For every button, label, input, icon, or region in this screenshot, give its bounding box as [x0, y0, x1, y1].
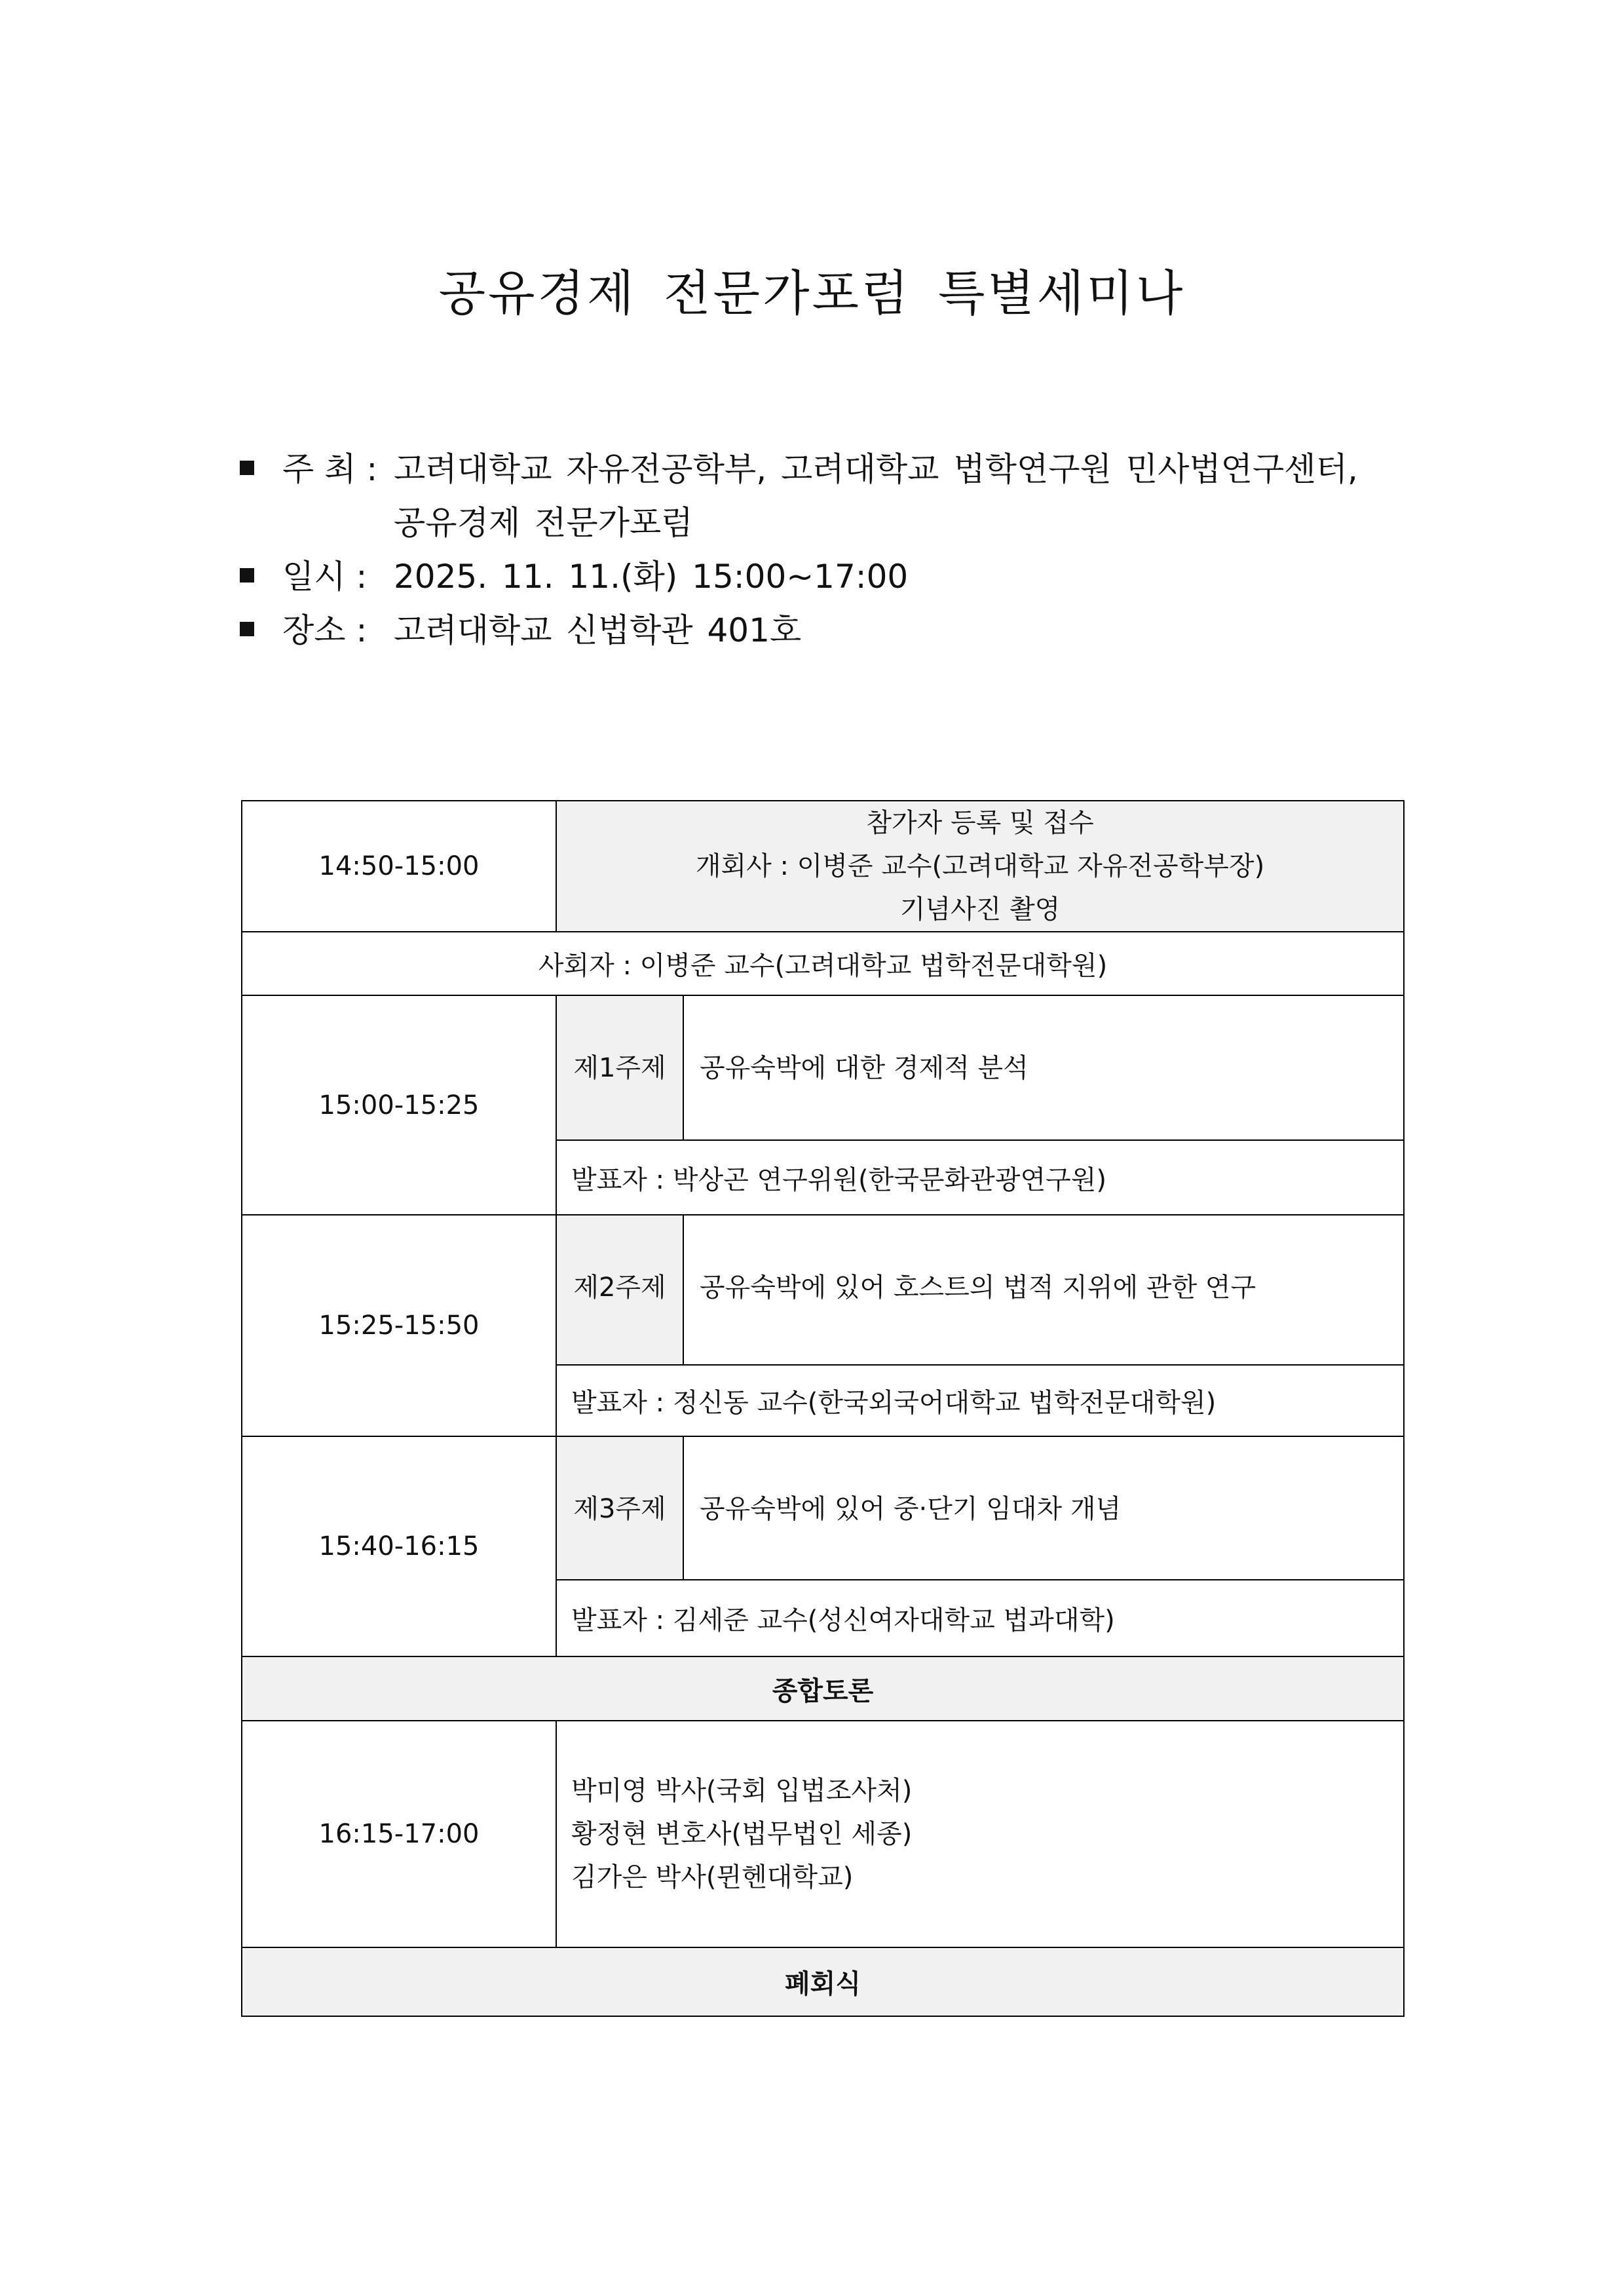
topic-label-text: 제1주제: [573, 1053, 666, 1083]
square-bullet-icon: [240, 461, 254, 475]
square-bullet-icon: [240, 622, 254, 636]
topic-label-text: 제2주제: [573, 1272, 666, 1303]
topic-title: [683, 1215, 1404, 1365]
moderator: 사회자 : 이병준 교수(고려대학교 법학전문대학원): [242, 932, 1404, 995]
topic-title: [683, 995, 1404, 1140]
table-row-discussion-header: [242, 1656, 1404, 1721]
panelist: 황정현 변호사(법무법인 세종): [571, 1819, 913, 1849]
date-label: 일시 :: [282, 558, 368, 596]
topic-title-text: 공유숙박에 있어 중·단기 임대차 개념: [700, 1494, 1122, 1524]
topic-label-text: 제3주제: [573, 1494, 666, 1524]
topic-title-text: 공유숙박에 대한 경제적 분석: [700, 1053, 1029, 1083]
presenter: 발표자 : 김세준 교수(성신여자대학교 법과대학): [556, 1580, 1404, 1656]
host-label: 주 최 :: [282, 450, 378, 488]
host-value-line1: 고려대학교 자유전공학부, 고려대학교 법학연구원 민사법연구센터,: [394, 450, 1358, 488]
topic-label: [556, 1436, 683, 1580]
place-label: 장소 :: [282, 611, 368, 649]
table-row-moderator: [242, 932, 1404, 995]
session-time: 15:25-15:50: [242, 1215, 556, 1436]
event-info: [240, 442, 1419, 657]
panelist: 박미영 박사(국회 입법조사처): [571, 1776, 913, 1806]
table-row-session-1: [242, 995, 1404, 1140]
info-date-row: [240, 550, 1419, 603]
info-host-row: [240, 442, 1419, 496]
topic-label: [556, 995, 683, 1140]
table-row-session-2: [242, 1215, 1404, 1365]
page-title: 공유경제 전문가포럼 특별세미나: [438, 265, 1186, 322]
presenter: 발표자 : 박상곤 연구위원(한국문화관광연구원): [556, 1140, 1404, 1215]
date-value: 2025. 11. 11.(화) 15:00~17:00: [394, 558, 909, 596]
square-bullet-icon: [240, 568, 254, 583]
host-value-line2: 공유경제 전문가포럼: [394, 504, 693, 542]
schedule-table: [241, 800, 1405, 2017]
session-time: 15:40-16:15: [242, 1436, 556, 1656]
opening-line: 참가자 등록 및 접수: [866, 808, 1094, 838]
info-host-row-cont: [240, 496, 1419, 550]
discussion-time: 16:15-17:00: [242, 1721, 556, 1947]
info-place-row: [240, 603, 1419, 657]
presenter: 발표자 : 정신동 교수(한국외국어대학교 법학전문대학원): [556, 1365, 1404, 1436]
opening-time: 14:50-15:00: [242, 801, 556, 932]
topic-label: [556, 1215, 683, 1365]
opening-line: 개회사 : 이병준 교수(고려대학교 자유전공학부장): [695, 851, 1265, 881]
session-time: 15:00-15:25: [242, 995, 556, 1215]
opening-line: 기념사진 촬영: [899, 894, 1061, 925]
topic-title-text: 공유숙박에 있어 호스트의 법적 지위에 관한 연구: [700, 1272, 1256, 1303]
opening-details: [556, 801, 1404, 932]
table-row-session-3: [242, 1436, 1404, 1580]
closing: 폐회식: [242, 1947, 1404, 2016]
panelist: 김가은 박사(뮌헨대학교): [571, 1862, 854, 1892]
discussion-header: 종합토론: [242, 1656, 1404, 1721]
place-value: 고려대학교 신법학관 401호: [394, 611, 802, 649]
table-row-opening: [242, 801, 1404, 932]
topic-title: [683, 1436, 1404, 1580]
table-row-discussion: [242, 1721, 1404, 1947]
panelists: [556, 1721, 1404, 1947]
table-row-closing: [242, 1947, 1404, 2016]
